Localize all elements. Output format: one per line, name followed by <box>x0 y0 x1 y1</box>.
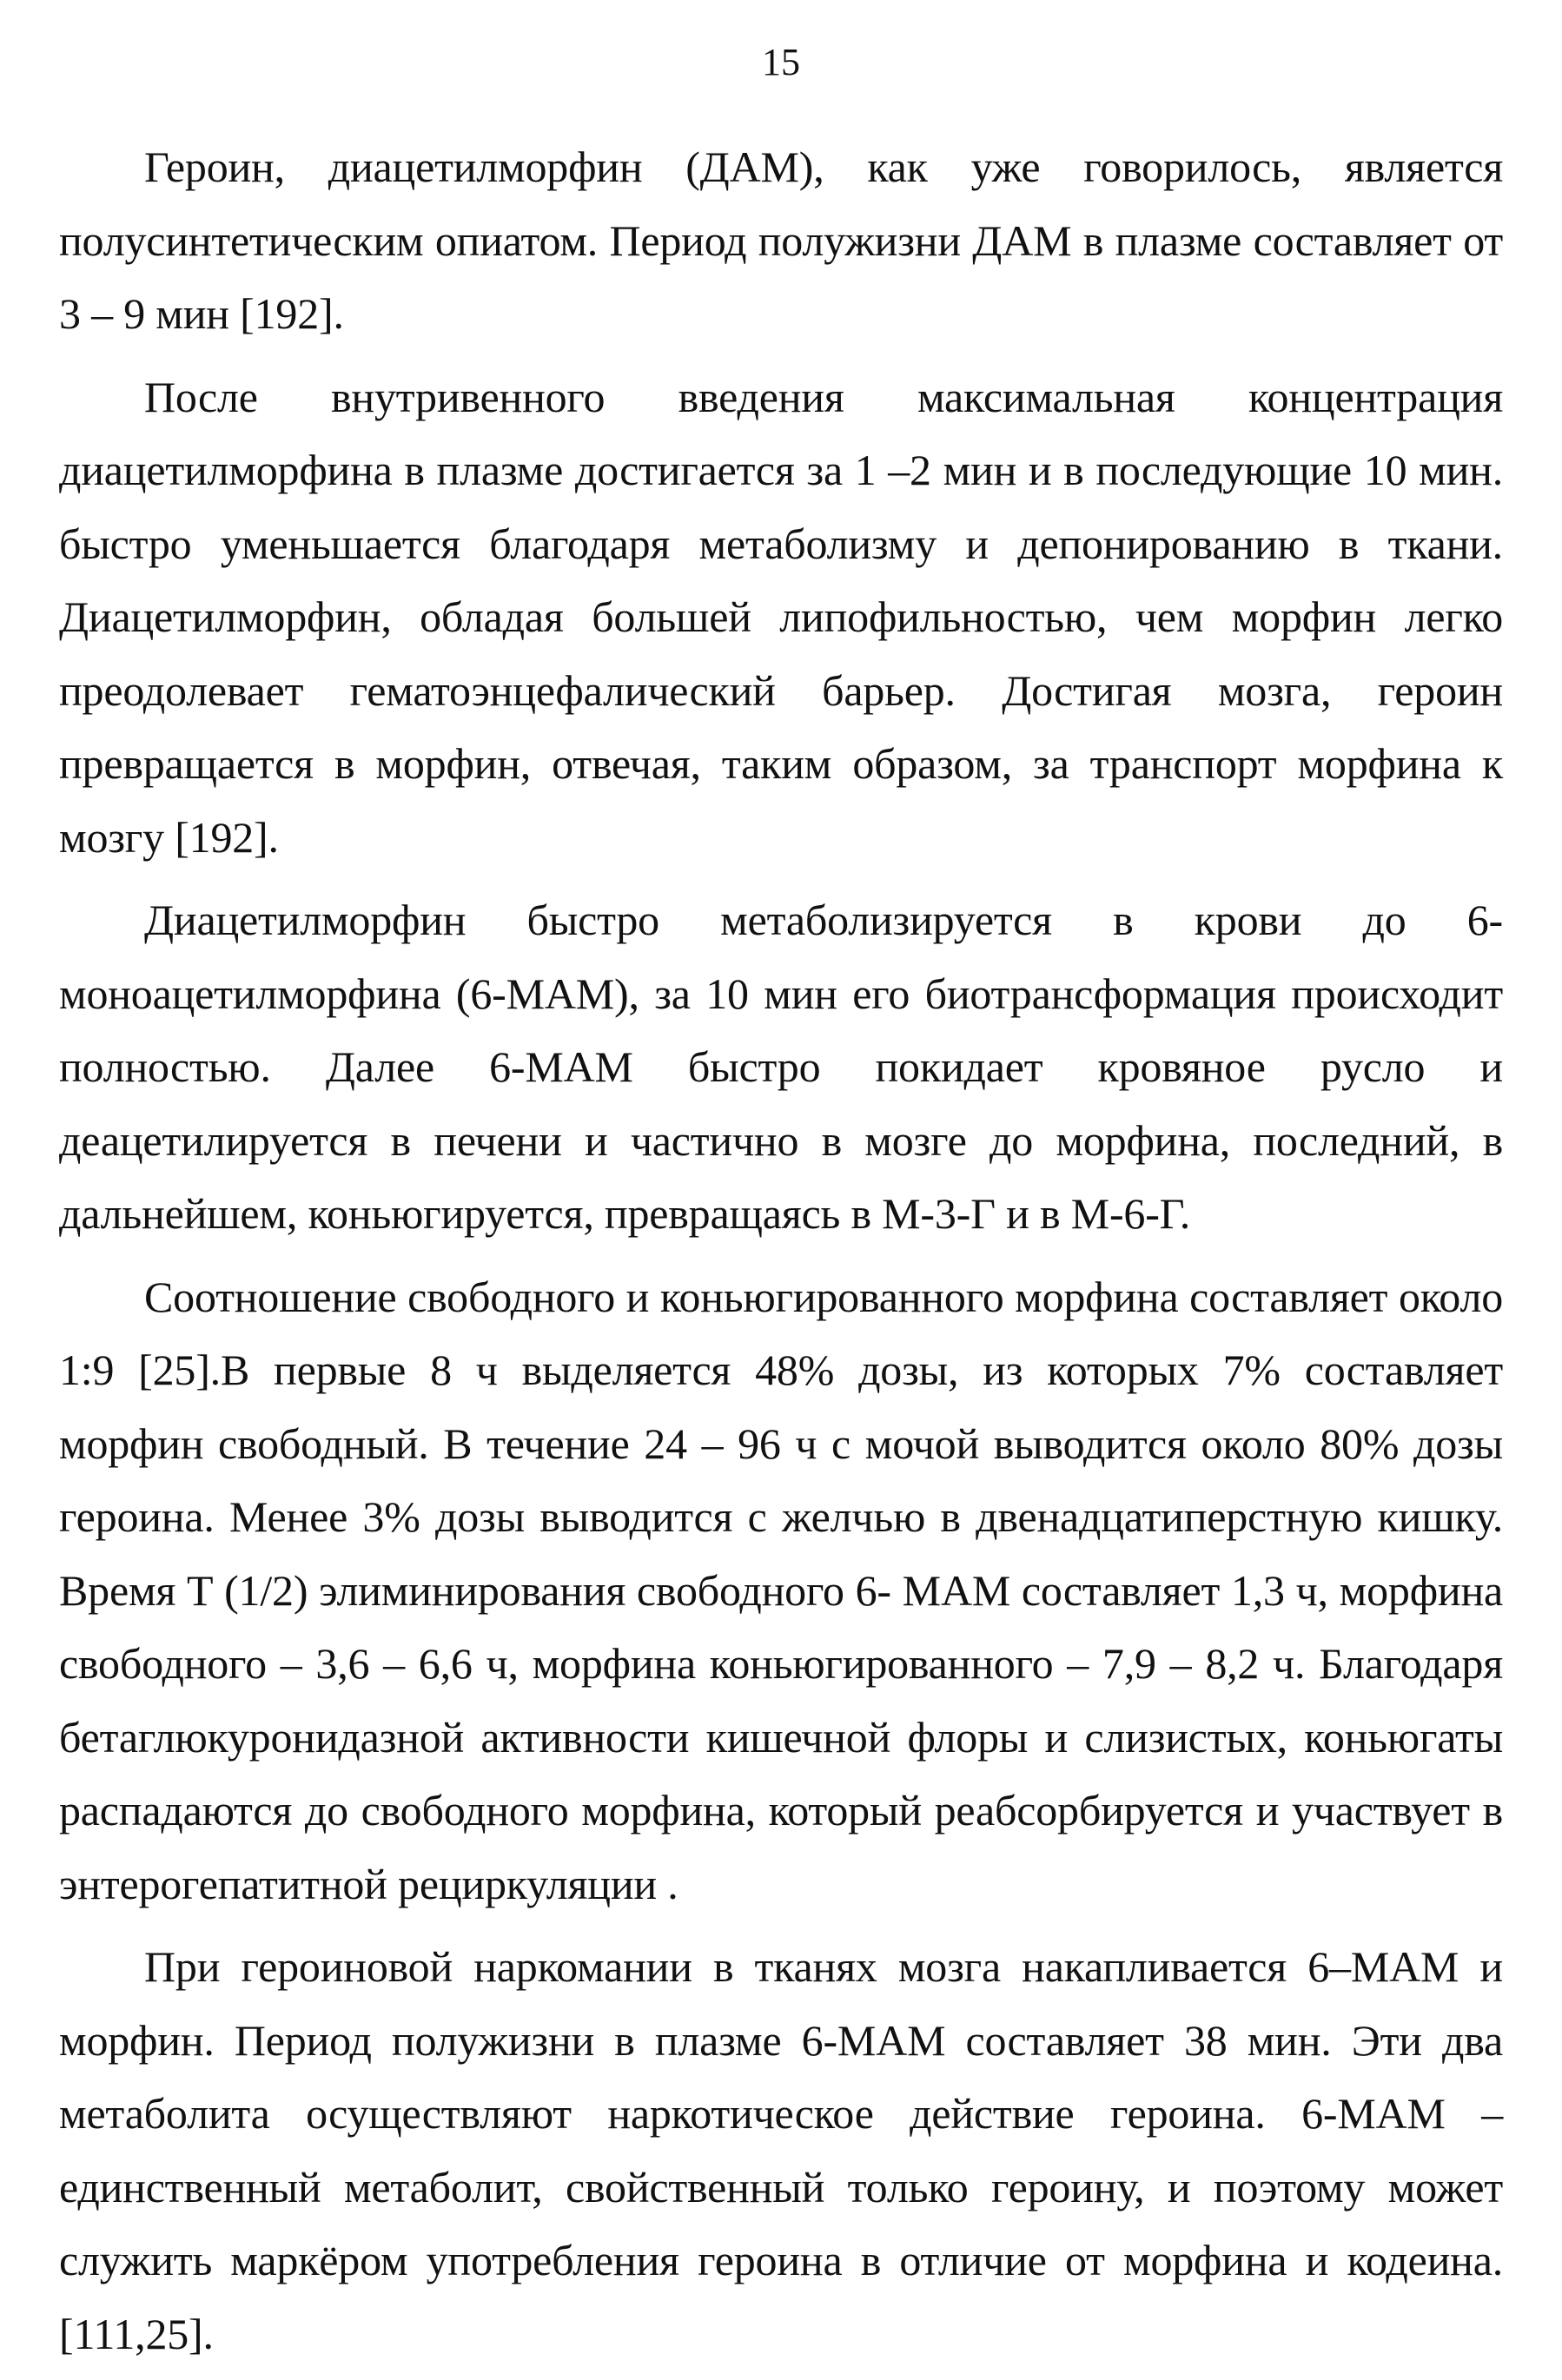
paragraph-heroin-intro: Героин, диацетилморфин (ДАМ), как уже говорилось, является полусинтетическим опиатом. Период полужизни ДАМ в плазме составляет от 3 – 9 мин [192]. <box>59 142 1503 338</box>
body-text <box>59 130 1503 2380</box>
paragraph-metabolism: Диацетилморфин быстро метаболизируется в крови до 6- моноацетилморфина (6-МАМ), за 10 мин его биотрансформация происходит полностью. Далее 6-МАМ быстро покидает кровяное русло и деацетилируется в печени и частично в мозге до морфина, последний, в дальнейшем, коньюгируется, превращаясь в М-3-Г и в М-6-Г. <box>59 896 1503 1238</box>
paragraph-heroin-addiction: При героиновой наркомании в тканях мозга накапливается 6–МАМ и морфин. Период полужизни в плазме 6-МАМ составляет 38 мин. Эти два метаболита осуществляют наркотическое действие героина. 6-МАМ – единственный метаболит, свойственный только героину, и поэтому может служить маркёром употребления героина в отличие от морфина и кодеина. [111,25]. <box>59 1942 1503 2358</box>
page-number: 15 <box>762 41 800 83</box>
paragraph-intravenous-administration: После внутривенного введения максимальная концентрация диацетилморфина в плазме достигается за 1 –2 мин и в последующие 10 мин. быстро уменьшается благодаря метаболизму и депонированию в ткани. Диацетилморфин, обладая большей липофильностью, чем морфин легко преодолевает гематоэнцефалический барьер. Достигая мозга, героин превращается в морфин, отвечая, таким образом, за транспорт морфина к мозгу [192]. <box>59 372 1503 862</box>
paragraph-excretion: Соотношение свободного и коньюгированного морфина составляет около 1:9 [25].В первые 8 ч выделяется 48% дозы, из которых 7% составляет морфин свободный. В течение 24 – 96 ч с мочой выводится около 80% дозы героина. Менее 3% дозы выводится с желчью в двенадцатиперстную кишку. Время Т (1/2) элиминирования свободного 6- МАМ составляет 1,3 ч, морфина свободного – 3,6 – 6,6 ч, морфина коньюгированного – 7,9 – 8,2 ч. Благодаря бетаглюкуронидазной активности кишечной флоры и слизистых, коньюгаты распадаются до свободного морфина, который реабсорбируется и участвует в энтерогепатитной рециркуляции . <box>59 1272 1503 1908</box>
